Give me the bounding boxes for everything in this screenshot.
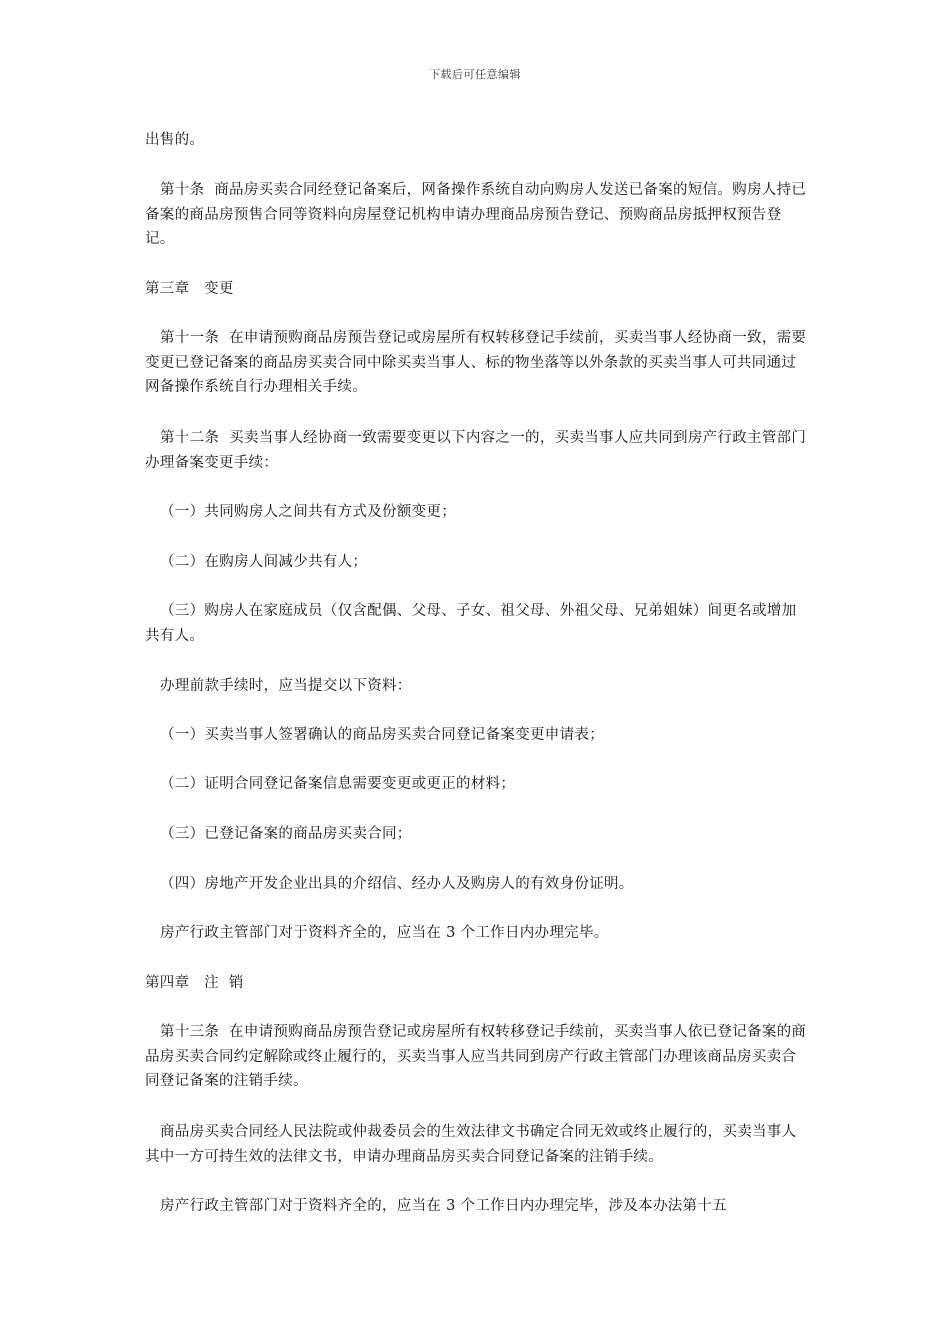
list-item-3: （三）购房人在家庭成员（仅含配偶、父母、子女、祖父母、外祖父母、兄弟姐妹）间更名或增加共有人。	[145, 603, 797, 644]
materials-item-1: （一）买卖当事人签署确认的商品房买卖合同登记备案变更申请表；	[160, 727, 604, 743]
materials-item-4: （四）房地产开发企业出具的介绍信、经办人及购房人的有效身份证明。	[160, 876, 634, 892]
article-13: 第十三条 在申请预购商品房预告登记或房屋所有权转移登记手续前，买卖当事人依已登记备案的商品房买卖合同约定解除或终止履行的，买卖当事人应当共同到房产行政主管部门办理该商品房买卖合同登记备案的注销手续。	[145, 1024, 807, 1089]
article-11: 第十一条 在申请预购商品房预告登记或房屋所有权转移登记手续前，买卖当事人经协商一致，需要变更已登记备案的商品房买卖合同中除买卖当事人、标的物坐落等以外条款的买卖当事人可共同通过网备操作系统自行办理相关手续。	[145, 330, 807, 395]
materials-item-2: （二）证明合同登记备案信息需要变更或更正的材料；	[160, 776, 516, 792]
materials-item-3: （三）已登记备案的商品房买卖合同；	[160, 826, 412, 842]
court-ruling-paragraph: 商品房买卖合同经人民法院或仲裁委员会的生效法律文书确定合同无效或终止履行的，买卖当事人其中一方可持生效的法律文书，申请办理商品房买卖合同登记备案的注销手续。	[145, 1124, 797, 1165]
article-12: 第十二条 买卖当事人经协商一致需要变更以下内容之一的，买卖当事人应共同到房产行政主管部门办理备案变更手续：	[145, 430, 807, 471]
processing-time-1: 房产行政主管部门对于资料齐全的，应当在 3 个工作日内办理完毕。	[160, 925, 609, 941]
chapter-4-heading: 第四章 注 销	[145, 975, 244, 991]
list-item-1: （一）共同购房人之间共有方式及份额变更；	[160, 504, 456, 520]
paragraph-1: 出售的。	[145, 132, 205, 148]
chapter-3-heading: 第三章 变更	[145, 281, 234, 297]
processing-time-2: 房产行政主管部门对于资料齐全的，应当在 3 个工作日内办理完毕，涉及本办法第十五	[160, 1198, 727, 1214]
materials-intro: 办理前款手续时，应当提交以下资料：	[160, 678, 412, 694]
article-10: 第十条 商品房买卖合同经登记备案后，网备操作系统自动向购房人发送已备案的短信。购房人持已备案的商品房预售合同等资料向房屋登记机构申请办理商品房预告登记、预购商品房抵押权预告登记。	[145, 182, 807, 247]
page-header: 下载后可任意编辑	[429, 68, 521, 81]
list-item-2: （二）在购房人间减少共有人；	[160, 554, 368, 570]
